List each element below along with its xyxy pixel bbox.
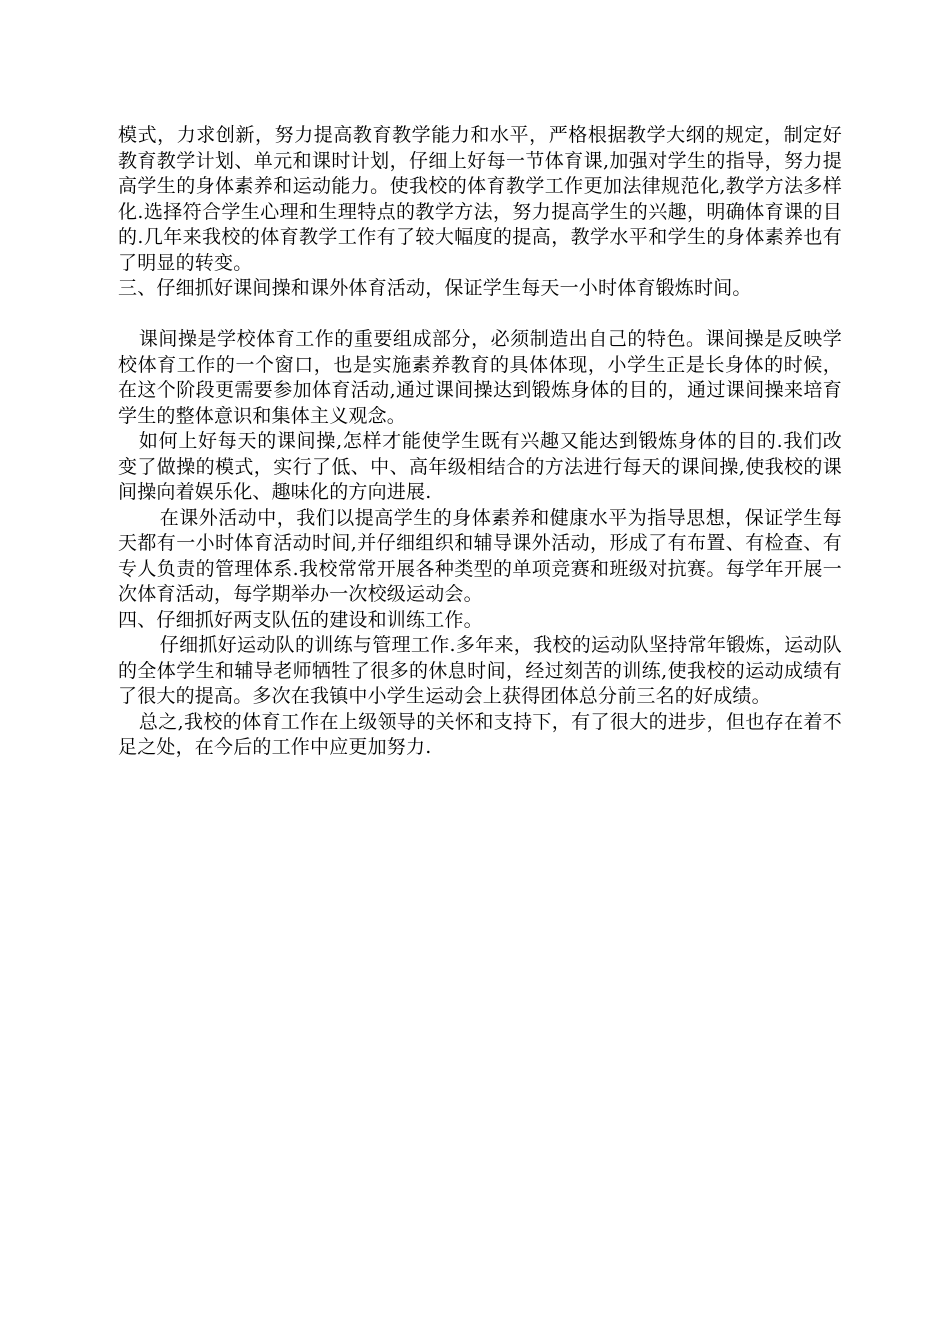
blank-line	[118, 302, 842, 328]
paragraph-sports-team: 仔细抓好运动队的训练与管理工作.多年来，我校的运动队坚持常年锻炼，运动队的全体学生和辅导老师牺牲了很多的休息时间，经过刻苦的训练,使我校的运动成绩有了很大的提高。多次在我镇中小学生运动会上获得团体总分前三名的好成绩。	[118, 634, 842, 707]
document-body	[118, 123, 842, 761]
paragraph-extracurricular: 在课外活动中，我们以提高学生的身体素养和健康水平为指导思想，保证学生每天都有一小时体育活动时间,并仔细组织和辅导课外活动，形成了有布置、有检查、有专人负责的管理体系.我校常常开展各种类型的单项竞赛和班级对抗赛。每学年开展一次体育活动，每学期举办一次校级运动会。	[118, 506, 842, 605]
paragraph-teaching-mode: 模式，力求创新，努力提高教育教学能力和水平，严格根据教学大纲的规定，制定好教育教学计划、单元和课时计划，仔细上好每一节体育课,加强对学生的指导，努力提高学生的身体素养和运动能力。使我校的体育教学工作更加法律规范化,教学方法多样化.选择符合学生心理和生理特点的教学方法，努力提高学生的兴趣，明确体育课的目的.几年来我校的体育教学工作有了较大幅度的提高，教学水平和学生的身体素养也有了明显的转变。	[118, 124, 842, 274]
paragraph-morning-exercise: 课间操是学校体育工作的重要组成部分，必须制造出自己的特色。课间操是反映学校体育工作的一个窗口，也是实施素养教育的具体体现，小学生正是长身体的时候，在这个阶段更需要参加体育活动,通过课间操达到锻炼身体的目的，通过课间操来培育学生的整体意识和集体主义观念。	[118, 328, 842, 427]
section-heading-three: 三、仔细抓好课间操和课外体育活动，保证学生每天一小时体育锻炼时间。	[118, 277, 752, 299]
paragraph-exercise-method: 如何上好每天的课间操,怎样才能使学生既有兴趣又能达到锻炼身体的目的.我们改变了做操的模式，实行了低、中、高年级相结合的方法进行每天的课间操,使我校的课间操向着娱乐化、趣味化的方向进展.	[118, 430, 842, 503]
section-heading-four: 四、仔细抓好两支队伍的建设和训练工作。	[118, 608, 483, 631]
paragraph-conclusion: 总之,我校的体育工作在上级领导的关怀和支持下，有了很大的进步，但也存在着不足之处，在今后的工作中应更加努力.	[118, 710, 842, 758]
